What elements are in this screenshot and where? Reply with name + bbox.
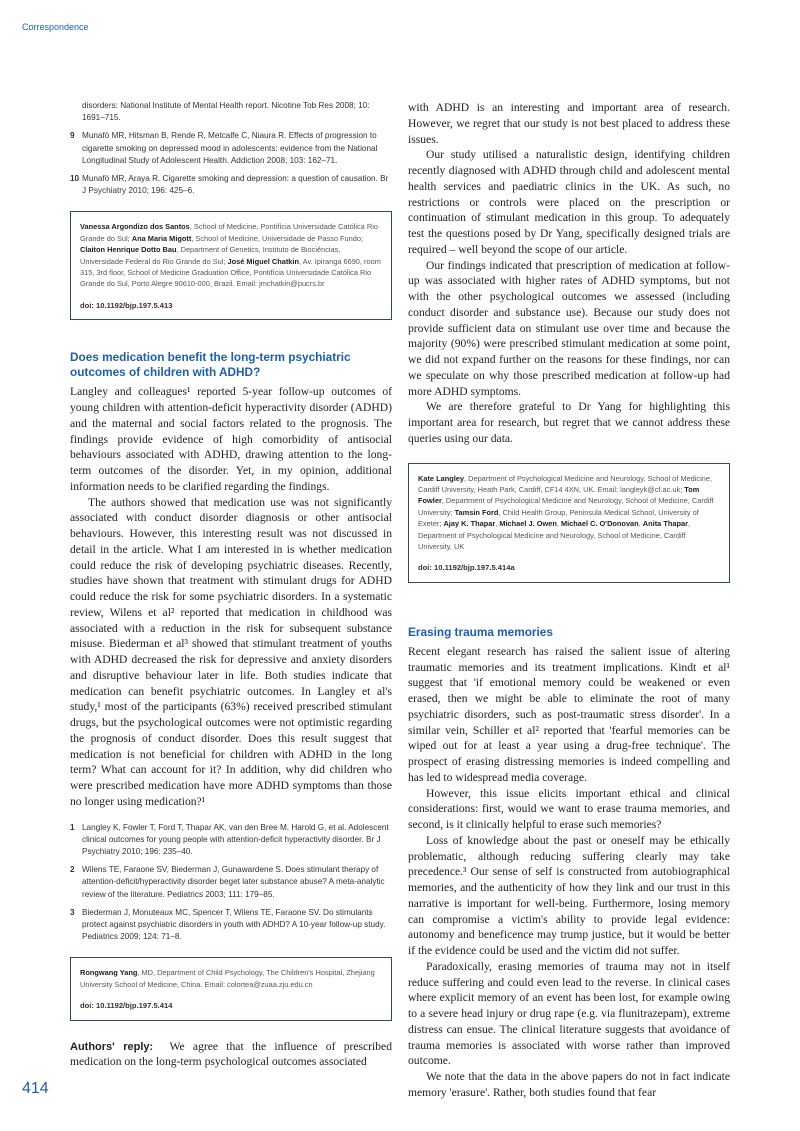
author-name: Anita Thapar	[642, 519, 688, 529]
reply-body	[408, 100, 730, 447]
author-name: Michael C. O'Donovan	[560, 519, 639, 529]
paragraph: Recent elegant research has raised the salient issue of altering traumatic memories and its treatment implications. Kindt et al¹ suggest that 'if emotional memory could be weakened or even erased, then we might be able to eliminate the root of many psychiatric disorders, such as post-traumatic stress disorder'. In a similar vein, Schiller et al² reported that 'fearful memories can be wiped out for at least a year using a drug-free technique'. The prospect of erasing distressing memories is indeed compelling and has led to widespread media coverage.	[408, 644, 730, 784]
author-affiliation-box	[408, 463, 730, 583]
paragraph: We note that the data in the above papers do not in fact indicate memory 'erasure'. Rather, both studies found that fear	[408, 1070, 730, 1099]
author-affiliation-box	[70, 211, 392, 320]
reference-text: Munafò MR, Hitsman B, Rende R, Metcalfe C, Niaura R. Effects of progression to cigarette smoking on depressed mood in adolescents: evidence from the National Longitudinal Study of Adolescent Health. Addiction 2008; 103: 162–71.	[82, 131, 378, 165]
reference-text: Biederman J, Monuteaux MC, Spencer T, Wilens TE, Faraone SV. Do stimulants protect against psychiatric disorders in youth with ADHD? A 10-year follow-up study. Pediatrics 2009; 124: 71–8.	[82, 907, 386, 942]
paragraph: Paradoxically, erasing memories of trauma may not in itself reduce suffering and could even lead to the reverse. In clinical cases where explicit memory of an event has been lost, for example owing to a severe head injury or drug rape (e.g. via flunitrazepam), extreme distress can ensue. The clinical literature suggests that avoidance of trauma memories is associated with worse rather than improved outcome.	[408, 959, 730, 1068]
author-name: Michael J. Owen	[499, 519, 557, 529]
article-body	[70, 384, 392, 809]
reference-number: 9	[70, 131, 75, 141]
paragraph: Langley and colleagues¹ reported 5-year follow-up outcomes of young children with attention-deficit hyperactivity disorder (ADHD) and the maternal and social factors related to the prognosis. The findings provide evidence of high comorbidity of antisocial behaviours associated with ADHD, drawing attention to the long-term outcomes of the disorder. Yet, in my opinion, additional information needs to be clarified regarding the findings.	[70, 385, 392, 493]
running-head: Correspondence	[22, 22, 89, 32]
author-name: Tamsin Ford	[454, 507, 499, 517]
author-name: Tom Fowler	[418, 484, 700, 506]
reply-heading: Authors' reply:	[70, 1040, 154, 1053]
reference-number: 10	[70, 174, 80, 184]
affiliation: , Av. Ipiranga 6690, room 315, 3rd floor, School of Medicine Graduation Office, Pontifícia Universidade Católica Rio Grande do Sul, Porto Alegre 90610-000, Brazil. Email: jmchatkin@pucrs.br	[80, 256, 381, 289]
reference-number: 3	[70, 907, 75, 917]
reference-item	[70, 130, 392, 167]
reference-text: Langley K, Fowler T, Ford T, Thapar AK, van den Bree M, Harold G, et al. Adolescent clinical outcomes for young people with attention-deficit hyperactivity disorder. Br J Psychiatry 2010; 196: 235–40.	[82, 822, 389, 856]
article-title: Does medication benefit the long-term psychiatric outcomes of children with ADHD?	[70, 350, 351, 380]
reply-text: We agree that the influence of prescribed medication on the long-term psychological outcomes associated	[70, 1039, 392, 1069]
paragraph: Our findings indicated that prescription of medication at follow-up was associated with higher rates of ADHD symptoms, but not with the other psychological outcomes we assessed (including conduct disorder and substance use). Because our study does not provide sufficient data on stimulant use over time and because the majority (90%) were prescribed stimulant medication at some point, we did not expand further on the reasons for these findings, nor can we speculate on why those prescribed medication at follow-up had more ADHD symptoms.	[408, 258, 730, 398]
affiliation: ,	[495, 519, 500, 529]
reference-list-top	[70, 100, 392, 197]
reference-item	[70, 173, 392, 197]
reference-text: Munafò MR, Araya R. Cigarette smoking and depression: a question of causation. Br J Psychiatry 2010; 196: 425–6.	[82, 174, 389, 196]
affiliation-text	[80, 967, 382, 990]
reference-number: 1	[70, 822, 75, 832]
affiliation: , Department of Genetics, Instituto de Biociências, Universidade Federal do Rio Grande do Sul;	[80, 245, 341, 266]
paragraph: with ADHD is an interesting and important area of research. However, we regret that our study is not best placed to address these issues.	[408, 101, 730, 146]
authors-reply	[70, 1039, 392, 1071]
affiliation-text	[80, 221, 382, 289]
affiliation: , Department of Psychological Medicine and Neurology, School of Medicine, Cardiff University, Heath Park, Cardiff, CF14 4XN, UK. Email: langleyk@cf.ac.uk;	[418, 473, 713, 494]
author-name: Claiton Henrique Dotto Bau	[80, 245, 177, 255]
affiliation: , Child Health Group, Peninsula Medical School, University of Exeter;	[418, 507, 699, 529]
author-name: Vanessa Argondizo dos Santos	[80, 222, 190, 232]
author-name: Kate Langley	[418, 473, 465, 483]
paragraph: Loss of knowledge about the past or oneself may be ethically problematic, although reducing suffering clearly may take precedence.³ Our sense of self is constructed from autobiographical memories, and the authenticity of how they link and our trust in this narrative is important for well-being. Furthermore, losing memory can compromise a victim's ability to provide legal evidence: autonomy and beneficence may trump justice, but it would be better if the evidence could be used and the victim did not suffer.	[408, 833, 730, 957]
reference-item	[70, 100, 392, 124]
doi-label: doi: 10.1192/bjp.197.5.413	[80, 300, 173, 310]
affiliation: ,	[638, 519, 643, 529]
doi-label: doi: 10.1192/bjp.197.5.414a	[418, 563, 515, 573]
article-title: Erasing trauma memories	[408, 624, 553, 639]
article-body	[408, 644, 730, 1101]
affiliation-text	[418, 473, 720, 553]
affiliation: ,	[556, 519, 561, 529]
reference-text: Wilens TE, Faraone SV, Biederman J, Gunawardene S. Does stimulant therapy of attention-deficit/hyperactivity disorder beget later substance abuse? A meta-analytic review of the literature. Pediatrics 2003; 111: 179–85.	[82, 865, 385, 899]
left-column	[70, 100, 392, 1070]
author-name: Ajay K. Thapar	[443, 519, 496, 529]
right-column	[408, 100, 730, 1101]
reference-item	[70, 822, 392, 859]
author-name: Rongwang Yang	[80, 968, 138, 978]
author-name: José Miguel Chatkin	[227, 256, 299, 266]
paragraph: We are therefore grateful to Dr Yang for highlighting this important area for research, but regret that we cannot address these queries using our data.	[408, 400, 730, 445]
paragraph: However, this issue elicits important ethical and clinical considerations: first, would we want to erase trauma memories, and second, is it clinically helpful to erase such memories?	[408, 786, 730, 831]
paragraph: Our study utilised a naturalistic design, identifying children recently diagnosed with ADHD through child and adolescent mental health services and paediatric clinics in the UK. As such, no restrictions or controls were placed on the prescription or continuation of stimulant medication in this group. To adequately test the questions posed by Dr Yang, specifically designed trials are required – well beyond the scope of our article.	[408, 148, 730, 256]
doi-label: doi: 10.1192/bjp.197.5.414	[80, 1001, 173, 1011]
affiliation: , Department of Psychological Medicine and Neurology, School of Medicine, Cardiff University, UK	[418, 519, 691, 551]
reference-item	[70, 907, 392, 944]
affiliation: , School of Medicine, Universidade de Passo Fundo;	[191, 233, 364, 243]
reference-text: disorders: National Institute of Mental Health report. Nicotine Tob Res 2008; 10: 1691–715.	[82, 101, 370, 123]
paragraph: The authors showed that medication use was not significantly associated with conduct disorder diagnosis or other antisocial behaviours. However, this interesting result was not discussed in detail in the article. What I am interested in is whether medication could reduce the risk of developing psychiatric diseases. Recently, studies have shown that treatment with stimulant drugs for ADHD could reduce the risk for some psychiatric disorders. In a systematic review, Wilens et al² reported that medication in childhood was associated with a reduction in the risk for subsequent substance misuse. Biederman et al³ showed that stimulant treatment of youths with ADHD decreased the risk for depressive and anxiety disorders and disruptive behaviour later in life. Both studies indicate that medication can benefit psychiatric outcomes. In Langley et al's study,¹ most of the participants (63%) received prescribed stimulant drugs, but the psychological outcomes were not optimistic regarding the prognosis of conduct disorder. Does this result suggest that medication is not beneficial for children with ADHD in the long term? What can account for it? In addition, why did children who were prescribed medication have more ADHD symptoms than those no longer using medication?¹	[70, 495, 392, 808]
reference-item	[70, 864, 392, 901]
author-name: Ana Maria Migott	[131, 233, 192, 243]
author-affiliation-box	[70, 957, 392, 1020]
page-number: 414	[22, 1080, 49, 1097]
reference-number: 2	[70, 865, 75, 875]
reference-list	[70, 822, 392, 944]
affiliation: , School of Medicine, Pontifícia Universidade Católica Rio Grande do Sul;	[80, 222, 378, 243]
affiliation: , MD, Department of Child Psychology, The Children's Hospital, Zhejiang University School of Medicine, China. Email: colortea@zuaa.zju.edu.cn	[80, 968, 375, 989]
affiliation: , Department of Psychological Medicine and Neurology, School of Medicine, Cardiff University;	[418, 496, 714, 517]
